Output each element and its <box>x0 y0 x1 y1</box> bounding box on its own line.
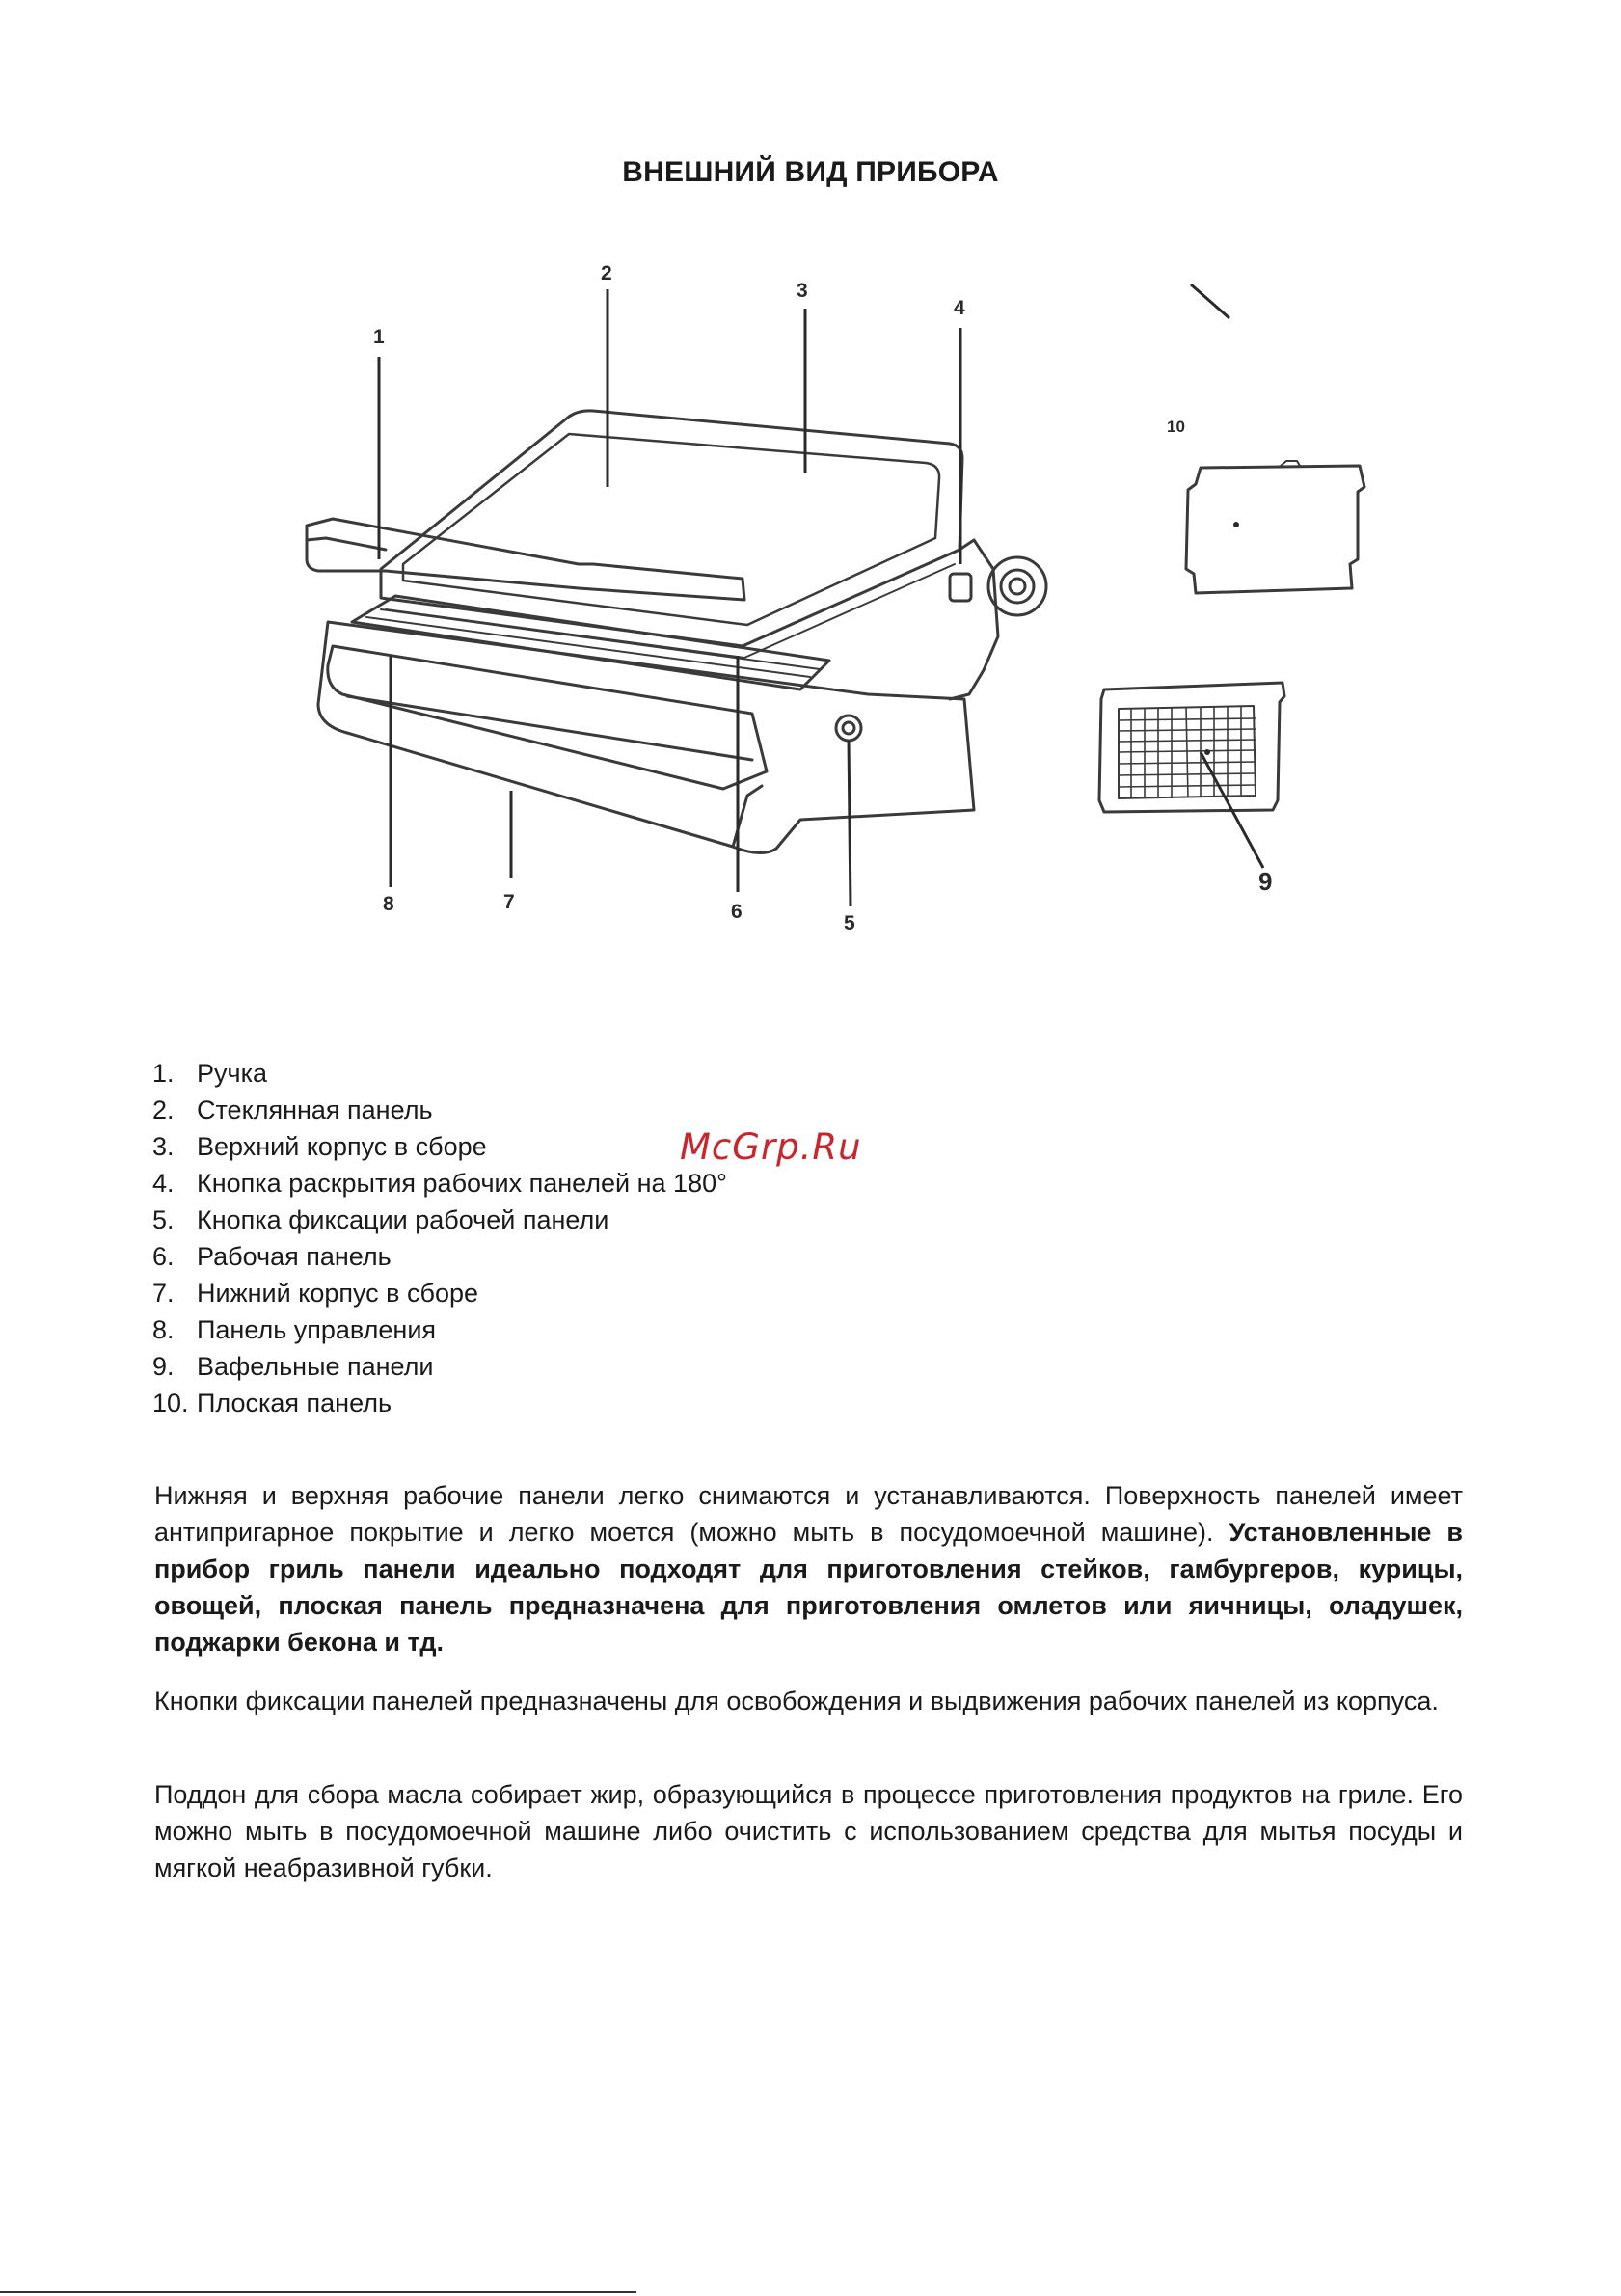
paragraph-plates-text: Нижняя и верхняя рабочие панели легко снимаются и устанавливаются. Поверхность панелей имеет антипригарное покрытие и легко моется (можно мыть в посудомоечной машине). <box>154 1481 1463 1547</box>
page-title: ВНЕШНИЙ ВИД ПРИБОРА <box>622 156 999 188</box>
callout-3: 3 <box>797 280 808 302</box>
list-item: 10. Плоская панель <box>152 1389 392 1418</box>
list-item: 4. Кнопка раскрытия рабочих панелей на 180° <box>152 1169 727 1198</box>
control-panel-strip <box>328 646 767 789</box>
list-item: 1. Ручка <box>152 1059 267 1088</box>
callout-4: 4 <box>954 297 965 319</box>
callout-10: 10 <box>1167 418 1185 436</box>
paragraph-plates-bold: Установленные в прибор гриль панели идеально подходят для приготовления стейков, гамбургеров, курицы, овощей, плоская панель предназначена для приготовления омлетов или яичницы, оладушек, поджарки бекона и тд. <box>154 1518 1464 1657</box>
diagram-svg <box>0 231 1621 964</box>
footer-divider <box>0 2291 636 2293</box>
callout-7: 7 <box>503 891 515 913</box>
waffle-plate <box>1099 683 1284 812</box>
list-item: 6. Рабочая панель <box>152 1242 392 1271</box>
list-item: 8. Панель управления <box>152 1315 437 1344</box>
list-item: 5. Кнопка фиксации рабочей панели <box>152 1205 609 1234</box>
callout-5: 5 <box>844 912 855 934</box>
paragraph-lock-buttons: Кнопки фиксации панелей предназначены для освобождения и выдвижения рабочих панелей из корпуса. <box>154 1687 1439 1715</box>
paragraph-plates <box>154 1477 1463 1661</box>
appliance-diagram <box>0 231 1621 964</box>
list-item: 3. Верхний корпус в сборе <box>152 1132 487 1161</box>
list-item: 9. Вафельные панели <box>152 1352 434 1381</box>
handle <box>307 519 744 600</box>
callout-8: 8 <box>383 893 394 915</box>
glass-panel <box>403 434 939 625</box>
callout-2: 2 <box>601 262 612 284</box>
list-item: 2. Стеклянная панель <box>152 1095 433 1124</box>
paragraph-drip-tray: Поддон для сбора масла собирает жир, образующийся в процессе приготовления продуктов на гриле. Его можно мыть в посудомоечной машине либо очистить с использованием средства для мытья посуды и мягкой неабразивной губки. <box>154 1780 1463 1882</box>
open-180-button <box>950 574 971 601</box>
callout-9: 9 <box>1258 867 1273 896</box>
upper-housing <box>381 411 962 646</box>
callout-1: 1 <box>373 326 385 348</box>
hinge-knob <box>988 557 1046 615</box>
lower-body-outline <box>318 622 974 853</box>
parts-list <box>152 1055 727 1421</box>
hinge <box>950 540 998 699</box>
callout-6: 6 <box>731 901 743 923</box>
watermark: McGrp.Ru <box>680 1126 862 1168</box>
lower-plate <box>352 596 829 689</box>
lock-button <box>836 716 861 741</box>
list-item: 7. Нижний корпус в сборе <box>152 1279 479 1308</box>
flat-plate <box>1186 466 1364 593</box>
